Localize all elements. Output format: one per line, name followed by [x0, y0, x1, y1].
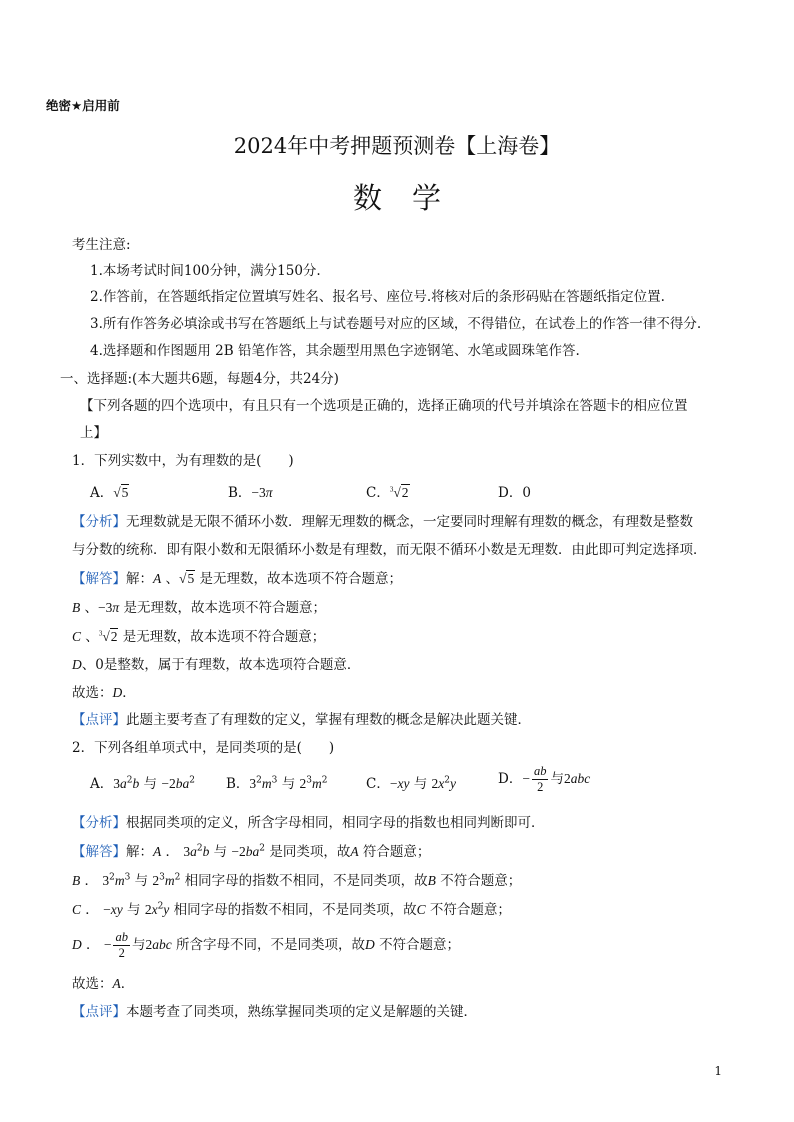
option-label: C． [366, 485, 390, 501]
analysis-text: 根据同类项的定义，所含字母相同，相同字母的指数也相同判断即可． [126, 815, 545, 831]
solution-text: 是同类项，故 [269, 844, 351, 860]
page-number: 1 [714, 1064, 722, 1078]
comment-tag: 【点评】 [72, 1004, 126, 1020]
q2-stem: 2．下列各组单项式中，是同类项的是( ) [72, 740, 335, 756]
solution-text: 相同字母的指数不相同，不是同类项，故 [173, 902, 417, 918]
solution-text: 是无理数，故本选项不符合题意； [123, 600, 326, 616]
q2-option-b: B．$3^2m^3$ 与 $2^3m^2$ [226, 775, 328, 792]
comment-text: 此题主要考查了有理数的定义，掌握有理数的概念是解决此题关键． [126, 712, 531, 728]
analysis-tag: 【分析】 [72, 514, 126, 530]
option-d-value: 0 [522, 485, 531, 501]
q1-option-d [498, 484, 531, 502]
notes-heading: 考生注意: [72, 237, 131, 253]
q1-comment [72, 711, 531, 729]
choice-label: 故选： [72, 685, 113, 701]
q1-solution-a: 【解答】解：A 、√5 是无理数，故本选项不符合题意； [72, 571, 403, 587]
solution-end: 符合题意； [362, 844, 431, 860]
comment-text: 本题考查了同类项，熟练掌握同类项的定义是解题的关键． [126, 1004, 477, 1020]
q1-analysis [72, 513, 693, 531]
q2-solution-b: B ． $3^2m^3$ 与 $2^3m^2$ 相同字母的指数不相同，不是同类项，故B 不符合题意； [72, 872, 522, 889]
answer: A [112, 976, 121, 991]
q1-choice: 故选：D． [72, 685, 136, 701]
exam-title: 2024年中考押题预测卷【上海卷】 [233, 134, 561, 158]
solution-text: 是无理数，故本选项不符合题意； [199, 571, 403, 587]
cbrt-2: $^3$√2 [389, 485, 409, 500]
sqrt-5: √5 [113, 485, 129, 500]
with-word: 与 [127, 902, 141, 918]
choice-label: 故选： [72, 976, 113, 992]
solution-end: 不符合题意； [429, 902, 511, 918]
q1-option-c [366, 484, 410, 502]
solution-end: 不符合题意； [379, 937, 461, 953]
analysis-text: 无理数就是无限不循环小数．理解无理数的概念，一定要同时理解有理数的概念，有理数是整数 [126, 514, 693, 530]
solution-end: 不符合题意； [440, 873, 522, 889]
solution-text: 相同字母的指数不相同，不是同类项，故 [184, 873, 428, 889]
q2-option-d: D．− $\frac{ab}{2}$ 与2abc [498, 764, 591, 794]
q2-solution-a: 【解答】解：A ． $3a^2b$ 与 $-2ba^2$ 是同类项，故A 符合题意； [72, 843, 431, 860]
with-word: 与 [413, 776, 428, 792]
subject-title: 数学 [352, 181, 471, 215]
option-label: A． [90, 485, 114, 501]
q1-option-a [90, 484, 129, 502]
solution-prefix: 解： [126, 844, 153, 860]
q2-analysis [72, 814, 545, 832]
q2-option-c: C．−xy 与 $2x^2y$ [366, 775, 457, 792]
note-item: 4.选择题和作图题用 2B 铅笔作答，其余题型用黑色字迹钢笔、水笔或圆珠笔作答. [90, 343, 580, 359]
analysis-tag: 【分析】 [72, 815, 126, 831]
solution-text: 所含字母不同，不是同类项，故 [176, 937, 366, 953]
answer: D [112, 685, 123, 700]
option-label: D． [498, 485, 523, 501]
q1-solution-b: B 、−3π 是无理数，故本选项不符合题意； [72, 600, 326, 616]
solution-tag: 【解答】 [72, 844, 126, 860]
with-word: 与 [134, 873, 149, 889]
solution-text: 是无理数，故本选项不符合题意； [122, 629, 326, 645]
with-word: 与 [131, 937, 146, 953]
with-word: 与 [550, 771, 564, 787]
with-word: 与 [281, 776, 296, 792]
q2-choice: 故选：A． [72, 976, 135, 992]
note-item: 2.作答前，在答题纸指定位置填写姓名、报名号、座位号.将核对后的条形码贴在答题纸指定位置. [90, 289, 665, 305]
q1-stem: 1．下列实数中，为有理数的是( ) [72, 453, 294, 469]
q2-solution-c: C ． −xy 与 $2x^2y$ 相同字母的指数不相同，不是同类项，故C 不符合题意； [72, 901, 511, 918]
q1-solution-c: C 、$^3$√2 是无理数，故本选项不符合题意； [72, 629, 326, 645]
confidential-mark: 绝密★启用前 [46, 98, 120, 113]
q2-option-a: A．$3a^2b$ 与 $-2ba^2$ [90, 775, 195, 792]
q1-analysis-cont: 与分数的统称．即有限小数和无限循环小数是有理数，而无限不循环小数是无理数．由此即可判定选择项． [72, 542, 707, 558]
with-word: 与 [213, 844, 228, 860]
q1-option-b: B．−3π [228, 485, 273, 501]
section-heading: 一、选择题:(本大题共6题，每题4分，共24分) [60, 371, 339, 387]
section-instruction: 【下列各题的四个选项中，有且只有一个选项是正确的，选择正确项的代号并填涂在答题卡的相应位置 [80, 398, 688, 414]
solution-prefix: 解： [126, 571, 153, 587]
section-instruction-end: 上】 [80, 425, 107, 441]
comment-tag: 【点评】 [72, 712, 126, 728]
q1-solution-d: D、0是整数，属于有理数，故本选项符合题意． [72, 657, 361, 673]
option-label: B． [228, 485, 252, 501]
note-item: 1.本场考试时间100分钟，满分150分. [90, 263, 321, 279]
note-item: 3.所有作答务必填涂或书写在答题纸上与试卷题号对应的区域，不得错位，在试卷上的作答一律不得分. [90, 316, 702, 332]
q2-solution-d: D ． − $\frac{ab}{2}$ 与2abc 所含字母不同，不是同类项，故D 不符合题意； [72, 930, 461, 960]
solution-text: 、0是整数，属于有理数，故本选项符合题意． [81, 657, 361, 673]
solution-tag: 【解答】 [72, 571, 126, 587]
q2-comment [72, 1003, 477, 1021]
with-word: 与 [143, 776, 158, 792]
